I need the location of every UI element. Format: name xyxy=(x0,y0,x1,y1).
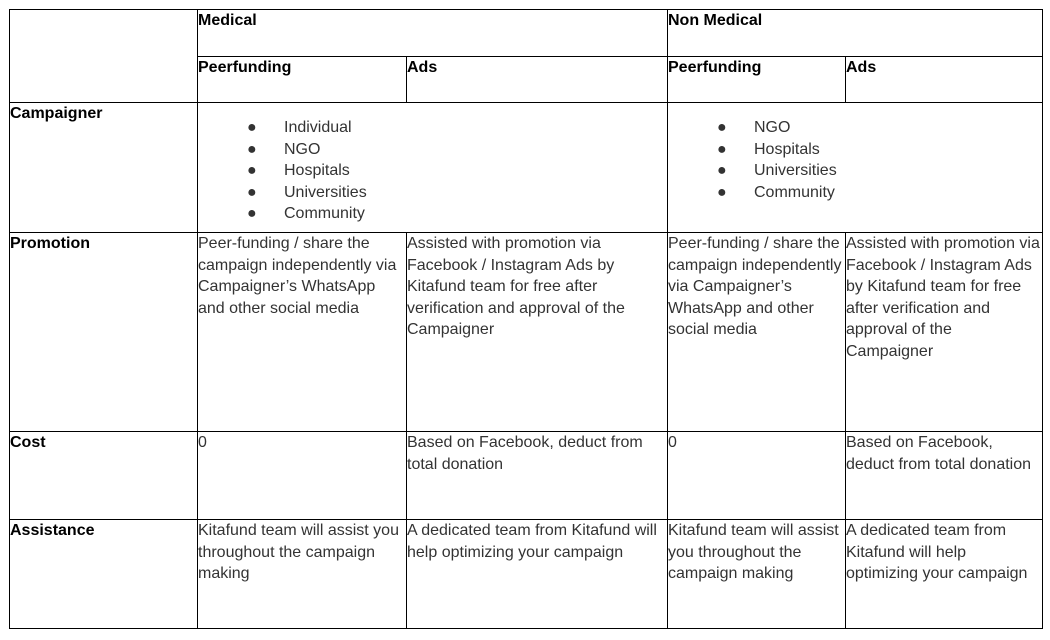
header-row-top xyxy=(10,10,1043,57)
row-label-cost: Cost xyxy=(10,432,198,520)
list-item: ● Hospitals xyxy=(284,160,657,182)
campaigner-non-medical-list xyxy=(717,117,1032,203)
row-campaigner xyxy=(10,103,1043,233)
bullet-icon: ● xyxy=(717,162,727,180)
bullet-icon: ● xyxy=(247,183,257,201)
assistance-non-medical-peerfunding: Kitafund team will assist you throughout the campaign making xyxy=(668,520,846,629)
row-label-assistance: Assistance xyxy=(10,520,198,629)
header-non-medical-ads: Ads xyxy=(846,57,1043,103)
row-label-promotion: Promotion xyxy=(10,233,198,432)
list-item: ● Individual xyxy=(284,117,657,139)
list-item: ● Universities xyxy=(284,182,657,204)
list-item: ● Community xyxy=(284,203,657,225)
bullet-icon: ● xyxy=(717,183,727,201)
list-item: ● Universities xyxy=(754,160,1032,182)
promotion-medical-ads: Assisted with promotion via Facebook / Instagram Ads by Kitafund team for free after verification and approval of the Campaigner xyxy=(407,233,668,432)
campaigner-non-medical-cell xyxy=(668,103,1043,233)
header-non-medical: Non Medical xyxy=(668,10,1043,57)
header-medical-ads: Ads xyxy=(407,57,668,103)
promotion-non-medical-ads: Assisted with promotion via Facebook / Instagram Ads by Kitafund team for free after verification and approval of the Campaigner xyxy=(846,233,1043,432)
list-item: ● Hospitals xyxy=(754,139,1032,161)
list-item: ● NGO xyxy=(284,139,657,161)
bullet-icon: ● xyxy=(247,140,257,158)
list-item: ● NGO xyxy=(754,117,1032,139)
campaigner-medical-list xyxy=(247,117,657,225)
bullet-icon: ● xyxy=(717,140,727,158)
header-corner-cell xyxy=(10,10,198,103)
row-assistance xyxy=(10,520,1043,629)
list-item: ● Community xyxy=(754,182,1032,204)
promotion-medical-peerfunding: Peer-funding / share the campaign independently via Campaigner’s WhatsApp and other social media xyxy=(198,233,407,432)
assistance-medical-peerfunding: Kitafund team will assist you throughout the campaign making xyxy=(198,520,407,629)
row-promotion xyxy=(10,233,1043,432)
cost-medical-ads: Based on Facebook, deduct from total donation xyxy=(407,432,668,520)
campaigner-medical-cell xyxy=(198,103,668,233)
header-non-medical-peerfunding: Peerfunding xyxy=(668,57,846,103)
assistance-medical-ads: A dedicated team from Kitafund will help optimizing your campaign xyxy=(407,520,668,629)
cost-non-medical-ads: Based on Facebook, deduct from total donation xyxy=(846,432,1043,520)
header-medical-peerfunding: Peerfunding xyxy=(198,57,407,103)
bullet-icon: ● xyxy=(717,119,727,136)
row-label-campaigner: Campaigner xyxy=(10,103,198,233)
bullet-icon: ● xyxy=(247,162,257,180)
header-medical: Medical xyxy=(198,10,668,57)
row-cost xyxy=(10,432,1043,520)
cost-medical-peerfunding: 0 xyxy=(198,432,407,520)
cost-non-medical-peerfunding: 0 xyxy=(668,432,846,520)
bullet-icon: ● xyxy=(247,119,257,136)
comparison-table xyxy=(9,9,1043,629)
bullet-icon: ● xyxy=(247,205,257,223)
promotion-non-medical-peerfunding: Peer-funding / share the campaign independently via Campaigner’s WhatsApp and other social media xyxy=(668,233,846,432)
assistance-non-medical-ads: A dedicated team from Kitafund will help optimizing your campaign xyxy=(846,520,1043,629)
